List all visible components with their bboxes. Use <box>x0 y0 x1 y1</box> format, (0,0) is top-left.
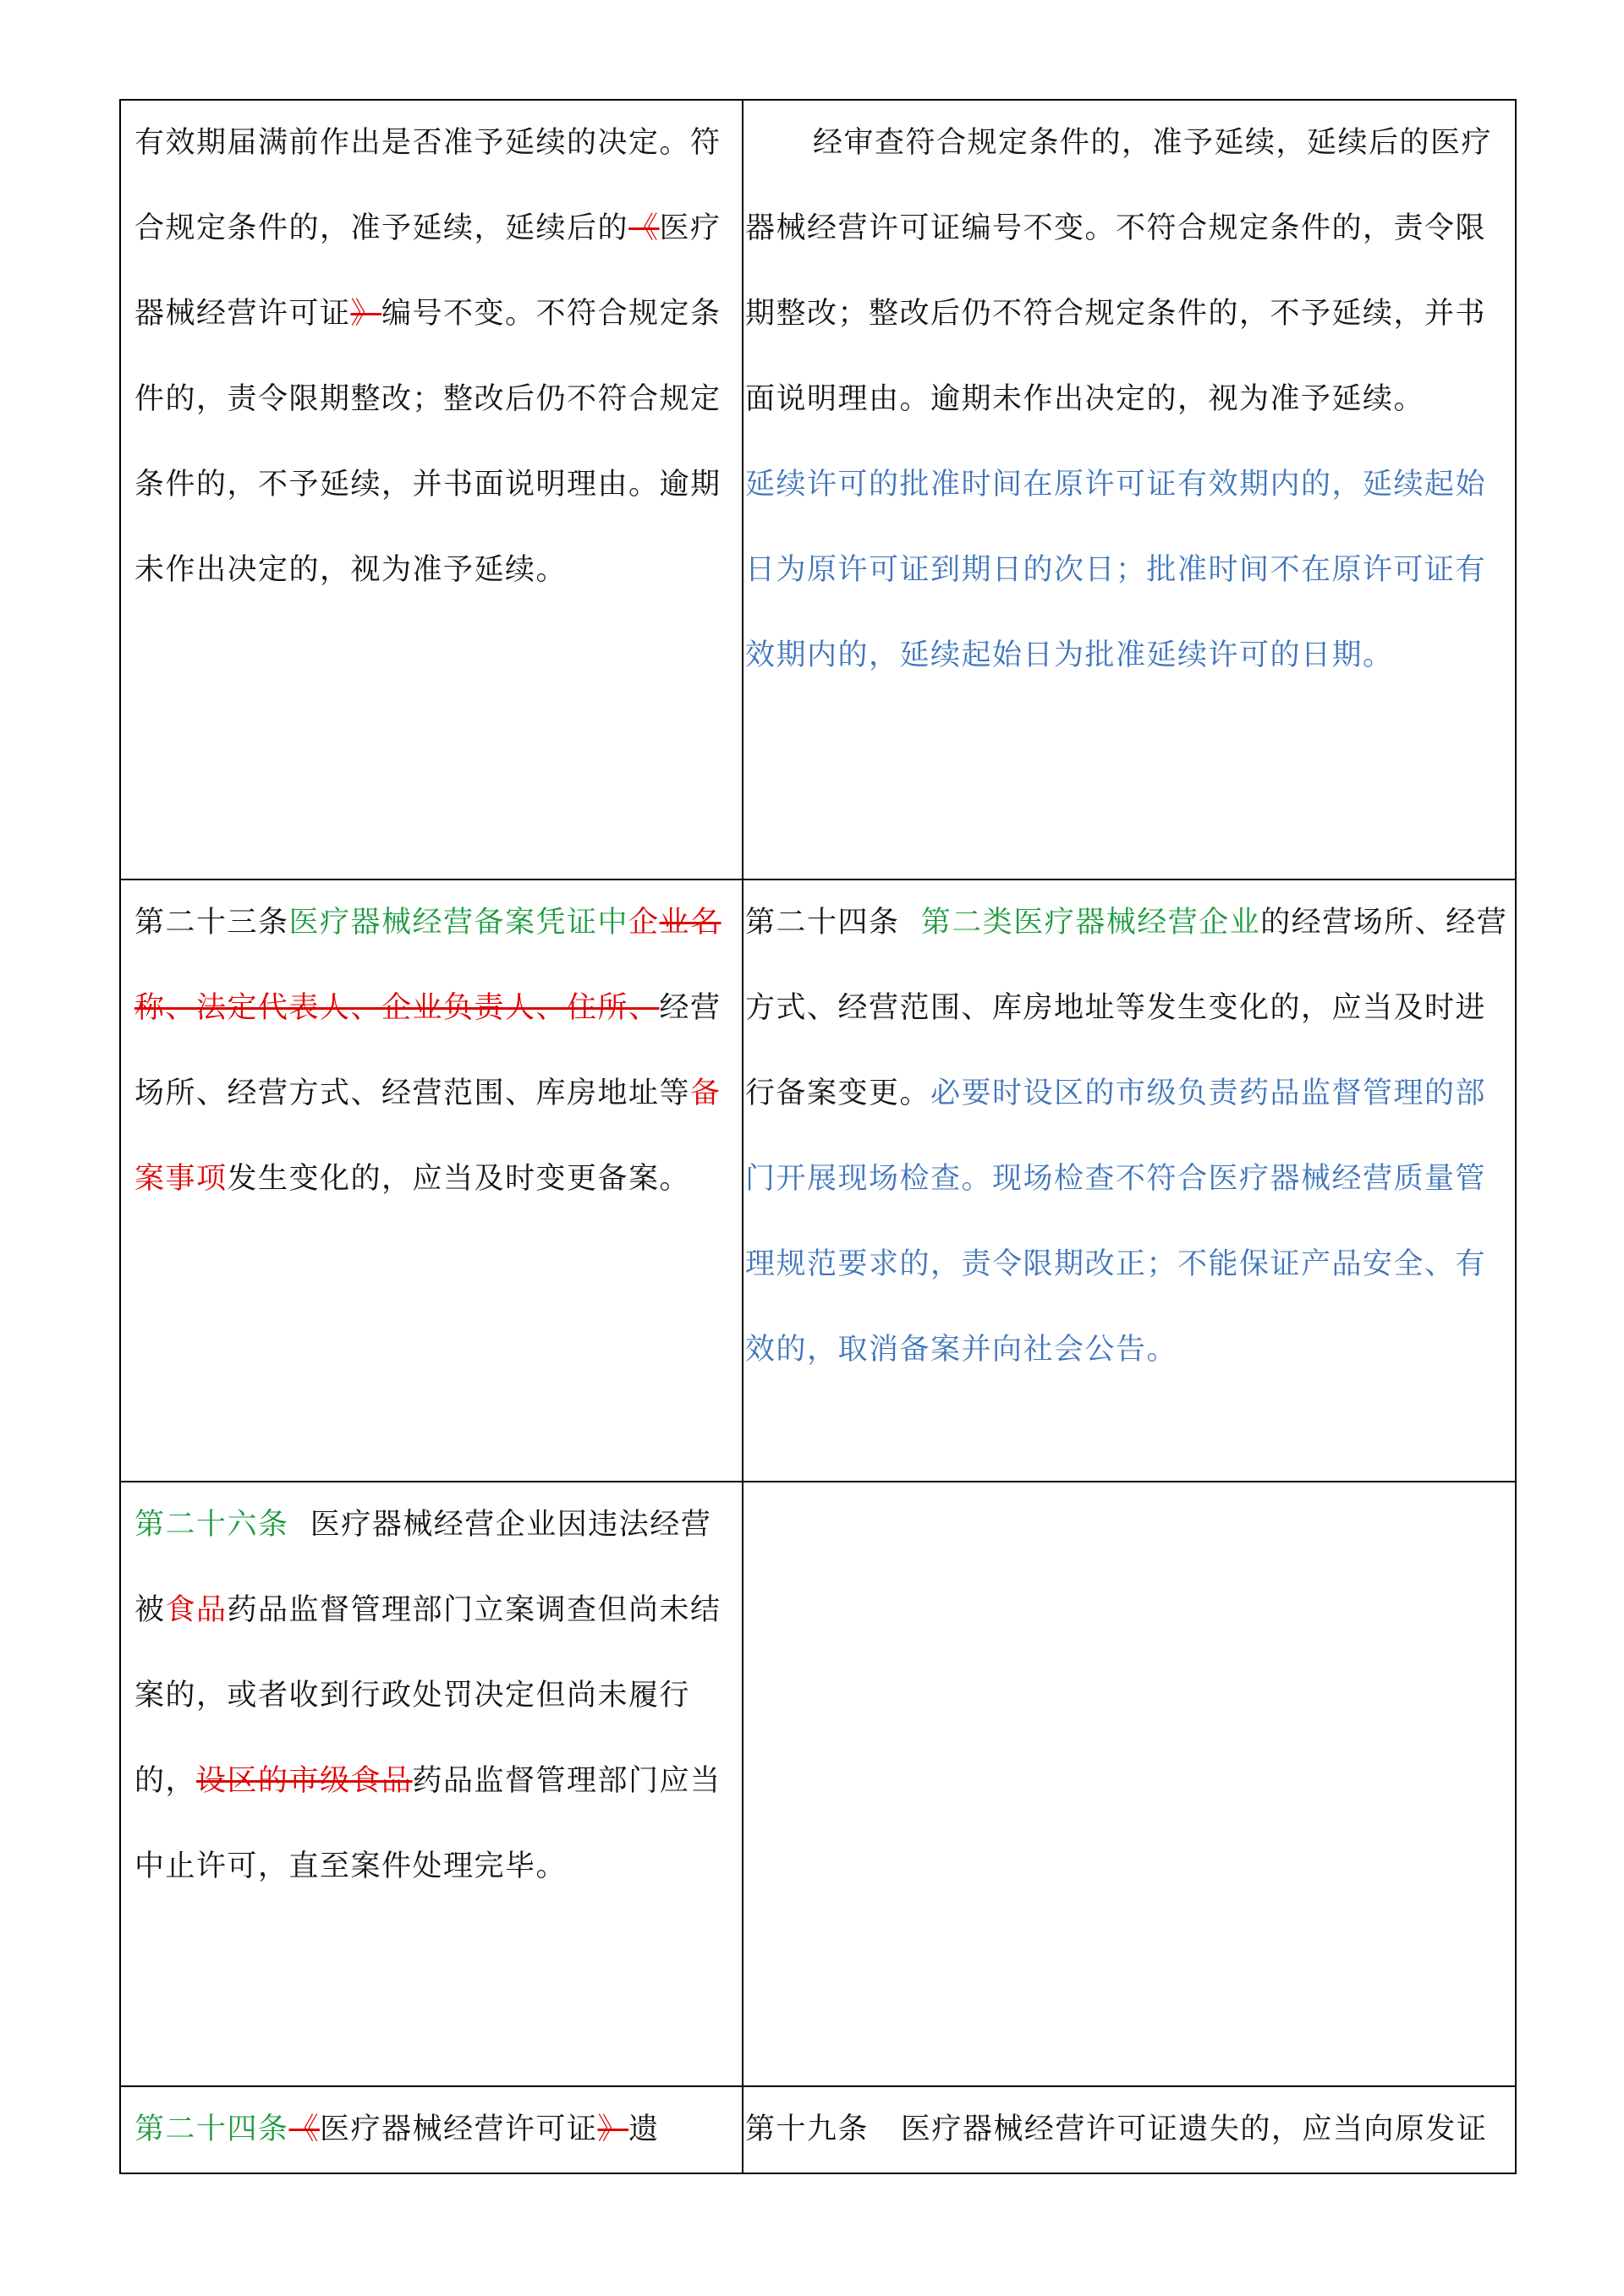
left-cell <box>120 879 743 1482</box>
modified-text: 食品 <box>165 1593 228 1627</box>
text-segment: 医疗器械经营许可证 <box>320 2112 598 2146</box>
text-segment: 药品监督管理部门立案调查但尚未结案的，或者收到行政处罚决定但尚未履行的， <box>134 1593 721 1798</box>
right-paragraph <box>745 2087 1512 2173</box>
text-segment: 发生变化的，应当及时变更备案。 <box>227 1162 691 1196</box>
deleted-text: 《 <box>628 211 660 245</box>
table-row <box>120 100 1516 879</box>
comparison-table <box>119 99 1517 2174</box>
changed-text: 第二类医疗器械经营企业 <box>920 906 1261 940</box>
right-cell <box>743 100 1516 879</box>
left-cell <box>120 100 743 879</box>
added-paragraph: 延续许可的批准时间在原许可证有效期内的，延续起始日为原许可证到期日的次日；批准时间不在原许可证有效期内的，延续起始日为批准延续许可的日期。 <box>745 468 1487 672</box>
deleted-text: 》 <box>597 2112 629 2146</box>
text-segment: 遗 <box>628 2112 660 2146</box>
right-cell <box>743 2086 1516 2173</box>
article-number: 第二十四条 <box>134 2112 289 2146</box>
article-number: 第二十三条 <box>134 906 289 940</box>
left-paragraph <box>134 2087 738 2173</box>
right-cell <box>743 879 1516 1482</box>
changed-text: 医疗器械经营备案凭证中 <box>288 906 629 940</box>
article-number: 第二十六条 <box>134 1508 289 1542</box>
table-row <box>120 2086 1516 2173</box>
right-cell-empty <box>743 1482 1516 2086</box>
text-segment: 药品监督管理部门应当中止许可，直至案件处理完毕。 <box>134 1764 721 1883</box>
left-paragraph <box>134 101 738 613</box>
text-segment: 的经营场所、经营方式、经营范围、库房地址等发生变化的，应当及时进行备案变更。 <box>745 906 1508 1110</box>
text-segment: 有效期届满前作出是否准予延续的决定。符合规定条件的，准予延续，延续后的 <box>134 126 721 245</box>
table-row <box>120 879 1516 1482</box>
right-paragraph: 经审查符合规定条件的，准予延续，延续后的医疗器械经营许可证编号不变。不符合规定条件的，责令限期整改；整改后仍不符合规定条件的，不予延续，并书面说明理由。逾期未作出决定的，视为准予延续。 <box>745 126 1493 416</box>
article-number: 第十九条 <box>745 2112 870 2146</box>
left-cell <box>120 2086 743 2173</box>
left-paragraph <box>134 880 738 1222</box>
deleted-text: 《 <box>288 2112 321 2146</box>
right-paragraph <box>745 880 1512 1393</box>
text-segment: 医疗器械经营许可证遗失的，应当向原发证 <box>900 2112 1488 2146</box>
modified-text: 备案事项 <box>134 1077 721 1196</box>
modified-text: 企 <box>628 906 660 940</box>
left-paragraph <box>134 1482 738 1910</box>
deleted-text: 业名称、法定代表人、企业负责人、住所、 <box>134 906 721 1025</box>
text-segment: 经营场所、经营方式、经营范围、库房地址等 <box>134 991 721 1110</box>
deleted-text: 》 <box>350 297 382 331</box>
table-row <box>120 1482 1516 2086</box>
text-segment: 医疗器械经营企业因违法经营被 <box>134 1508 712 1627</box>
deleted-text: 设区的市级食品 <box>196 1764 413 1798</box>
added-text: 必要时设区的市级负责药品监督管理的部门开展现场检查。现场检查不符合医疗器械经营质量管理规范要求的，责令限期改正；不能保证产品安全、有效的，取消备案并向社会公告。 <box>745 1077 1487 1367</box>
article-number: 第二十四条 <box>745 906 900 940</box>
left-cell <box>120 1482 743 2086</box>
text-segment: 医疗器械经营许可证 <box>134 211 721 331</box>
text-segment: 编号不变。不符合规定条件的，责令限期整改；整改后仍不符合规定条件的，不予延续，并书面说明理由。逾期未作出决定的，视为准予延续。 <box>134 297 721 587</box>
